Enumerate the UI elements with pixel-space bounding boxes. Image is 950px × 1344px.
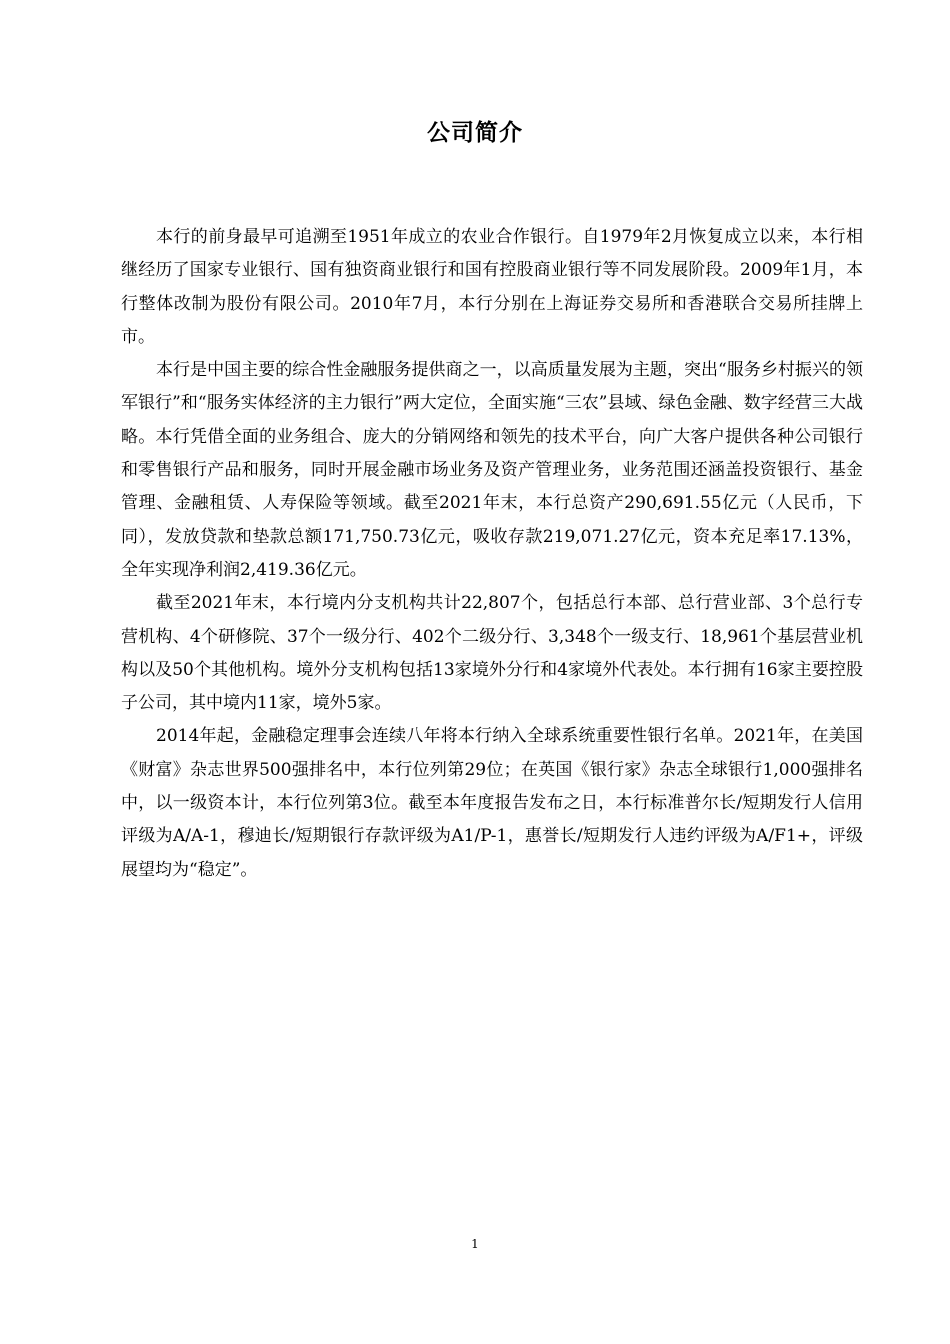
paragraph-history: 本行的前身最早可追溯至1951年成立的农业合作银行。自1979年2月恢复成立以来，本行相继经历了国家专业银行、国有独资商业银行和国有控股商业银行等不同发展阶段。2009年1月，本行整体改制为股份有限公司。2010年7月，本行分别在上海证券交易所和香港联合交易所挂牌上市。 xyxy=(121,227,863,347)
paragraph-branches: 截至2021年末，本行境内分支机构共计22,807个，包括总行本部、总行营业部、3个总行专营机构、4个研修院、37个一级分行、402个二级分行、3,348个一级支行、18,961个基层营业机构以及50个其他机构。境外分支机构包括13家境外分行和4家境外代表处。本行拥有16家主要控股子公司，其中境内11家，境外5家。 xyxy=(121,593,863,714)
page-title: 公司简介 xyxy=(427,120,523,146)
page-number: 1 xyxy=(471,1237,479,1251)
paragraph-business: 本行是中国主要的综合性金融服务提供商之一，以高质量发展为主题，突出“服务乡村振兴的领军银行”和“服务实体经济的主力银行”两大定位，全面实施“三农”县域、绿色金融、数字经营三大战略。本行凭借全面的业务组合、庞大的分销网络和领先的技术平台，向广大客户提供各种公司银行和零售银行产品和服务，同时开展金融市场业务及资产管理业务，业务范围还涵盖投资银行、基金管理、金融租赁、人寿保险等领域。截至2021年末，本行总资产290,691.55亿元（人民币，下同），发放贷款和垫款总额171,750.73亿元，吸收存款219,071.27亿元，资本充足率17.13%，全年实现净利润2,419.36亿元。 xyxy=(121,360,863,580)
paragraph-rankings: 2014年起，金融稳定理事会连续八年将本行纳入全球系统重要性银行名单。2021年，在美国《财富》杂志世界500强排名中，本行位列第29位；在英国《银行家》杂志全球银行1,000强排名中，以一级资本计，本行位列第3位。截至本年度报告发布之日，本行标准普尔长/短期发行人信用评级为A/A-1，穆迪长/短期银行存款评级为A1/P-1，惠誉长/短期发行人违约评级为A/F1+，评级展望均为“稳定”。 xyxy=(121,726,863,880)
body-text xyxy=(121,221,863,887)
